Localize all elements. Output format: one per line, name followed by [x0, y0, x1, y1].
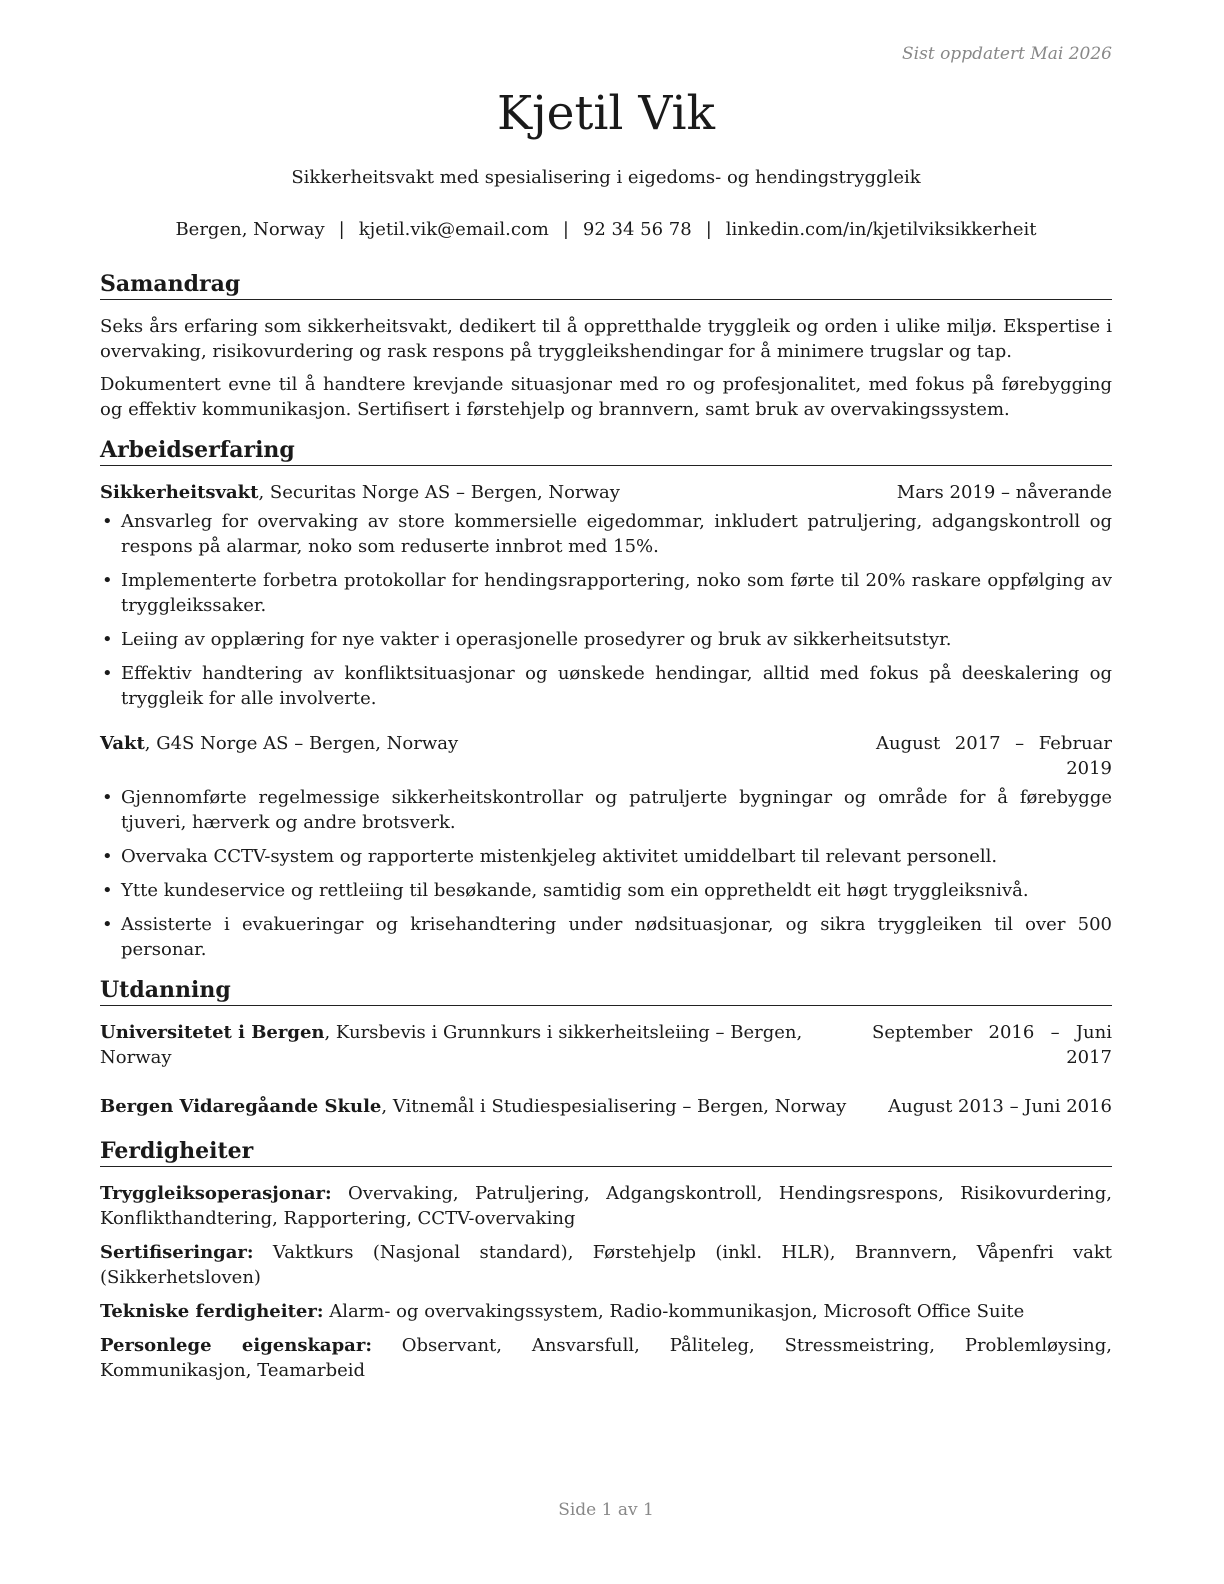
contact-separator: |	[338, 219, 345, 240]
skills-section	[100, 1137, 1112, 1383]
resume-page	[100, 0, 1112, 1584]
summary-paragraph: Dokumentert evne til å handtere krevjande situasjonar med ro og profesjonalitet, med fokus på førebygging og effektiv kommunikasjon. Sertifisert i førstehjelp og brannvern, samt bruk av overvakingssystem.	[100, 374, 1112, 420]
summary-paragraph: Seks års erfaring som sikkerheitsvakt, dedikert til å oppretthalde tryggleik og orden i ulike miljø. Ekspertise i overvaking, risikovurdering og rask respons på tryggleikshendingar for å minimere trugslar og tap.	[100, 316, 1112, 362]
job-dates: August 2017 – Februar 2019	[876, 733, 1112, 779]
job-header	[100, 480, 1112, 505]
job-bullets	[100, 509, 1112, 711]
skill-group	[100, 1181, 1112, 1231]
job-header	[100, 731, 1112, 781]
section-title: Arbeidserfaring	[100, 436, 1112, 466]
section-title: Samandrag	[100, 270, 1112, 300]
skill-value: Alarm- og overvakingssystem, Radio-kommunikasjon, Microsoft Office Suite	[323, 1301, 1025, 1322]
list-item: • Ansvarleg for overvaking av store kommersielle eigedommar, inkludert patruljering, adgangskontroll og respons på alarmar, noko som reduserte innbrot med 15%.	[100, 509, 1112, 559]
skill-value: Observant, Ansvarsfull, Påliteleg, Stressmeistring, Problemløysing, Kommunikasjon, Teamarbeid	[100, 1335, 1112, 1381]
education-school: Universitetet i Bergen	[100, 1022, 325, 1043]
summary-section	[100, 270, 1112, 422]
contact-separator: |	[705, 219, 712, 240]
list-item: • Assisterte i evakueringar og krisehandtering under nødsituasjonar, og sikra tryggleiken til over 500 personar.	[100, 912, 1112, 962]
job-title-line	[100, 731, 856, 756]
job-entry	[100, 480, 1112, 711]
education-section	[100, 976, 1112, 1119]
job-bullets	[100, 785, 1112, 962]
job-title-line	[100, 480, 877, 505]
job-dates: Mars 2019 – nåverande	[896, 482, 1112, 503]
skill-group	[100, 1299, 1112, 1324]
contact-line	[100, 219, 1112, 240]
list-item: • Gjennomførte regelmessige sikkerheitskontrollar og patruljerte bygningar og område for å førebygge tjuveri, hærverk og andre brotsverk.	[100, 785, 1112, 835]
contact-phone: 92 34 56 78	[582, 219, 692, 240]
education-title-line	[100, 1094, 868, 1119]
contact-linkedin[interactable]: linkedin.com/in/kjetilviksikkerheit	[725, 219, 1037, 240]
education-dates: September 2016 – Juni 2017	[872, 1022, 1112, 1068]
experience-section	[100, 436, 1112, 962]
education-detail: , Vitnemål i Studiespesialisering – Bergen, Norway	[381, 1096, 847, 1117]
education-entry	[100, 1094, 1112, 1119]
job-entry	[100, 731, 1112, 962]
education-title-line	[100, 1020, 852, 1070]
last-updated: Sist oppdatert Mai 2026	[902, 44, 1112, 64]
job-employer: , G4S Norge AS – Bergen, Norway	[144, 733, 459, 754]
skill-label: Tekniske ferdigheiter:	[100, 1301, 324, 1322]
skill-group	[100, 1240, 1112, 1290]
job-role: Sikkerheitsvakt	[100, 482, 259, 503]
skill-value: Overvaking, Patruljering, Adgangskontroll, Hendingsrespons, Risikovurdering, Konflikthandtering, Rapportering, CCTV-overvaking	[100, 1183, 1112, 1229]
contact-email[interactable]: kjetil.vik@email.com	[358, 219, 549, 240]
section-title: Ferdigheiter	[100, 1137, 1112, 1167]
education-entry	[100, 1020, 1112, 1070]
contact-location: Bergen, Norway	[175, 219, 325, 240]
candidate-name: Kjetil Vik	[496, 86, 716, 141]
list-item: • Effektiv handtering av konfliktsituasjonar og uønskede hendingar, alltid med fokus på deeskalering og tryggleik for alle involverte.	[100, 661, 1112, 711]
skill-label: Tryggleiksoperasjonar:	[100, 1183, 332, 1204]
skill-label: Personlege eigenskapar:	[100, 1335, 372, 1356]
resume-body	[100, 270, 1112, 1392]
list-item: • Leiing av opplæring for nye vakter i operasjonelle prosedyrer og bruk av sikkerheitsutstyr.	[100, 627, 1112, 652]
education-detail: , Kursbevis i Grunnkurs i sikkerheitsleiing – Bergen, Norway	[100, 1022, 803, 1068]
education-dates: August 2013 – Juni 2016	[888, 1096, 1112, 1117]
page-number: Side 1 av 1	[558, 1500, 654, 1520]
skill-value: Vaktkurs (Nasjonal standard), Førstehjelp (inkl. HLR), Brannvern, Våpenfri vakt (Sikkerhetsloven)	[100, 1242, 1112, 1288]
education-school: Bergen Vidaregåande Skule	[100, 1096, 382, 1117]
skill-group	[100, 1333, 1112, 1383]
job-role: Vakt	[100, 733, 145, 754]
candidate-headline: Sikkerheitsvakt med spesialisering i eigedoms- og hendingstryggleik	[291, 167, 921, 188]
list-item: • Implementerte forbetra protokollar for hendingsrapportering, noko som førte til 20% raskare oppfølging av tryggleikssaker.	[100, 568, 1112, 618]
skill-label: Sertifiseringar:	[100, 1242, 254, 1263]
section-title: Utdanning	[100, 976, 1112, 1006]
list-item: • Overvaka CCTV-system og rapporterte mistenkjeleg aktivitet umiddelbart til relevant personell.	[100, 844, 1112, 869]
job-employer: , Securitas Norge AS – Bergen, Norway	[258, 482, 620, 503]
contact-separator: |	[562, 219, 569, 240]
list-item: • Ytte kundeservice og rettleiing til besøkande, samtidig som ein oppretheldt eit høgt tryggleiksnivå.	[100, 878, 1112, 903]
